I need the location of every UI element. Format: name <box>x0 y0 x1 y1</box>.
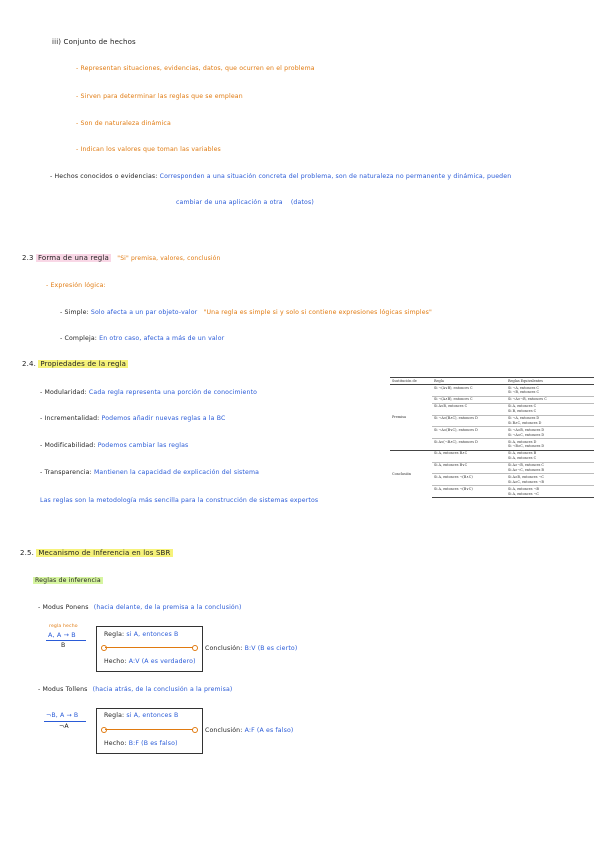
equiv-line: Si ¬B, entonces C <box>508 390 540 395</box>
tollens-regla-text: si A, entonces B <box>126 712 179 719</box>
tollens-concl-label: Conclusión: <box>205 727 243 734</box>
tollens-label: - Modus Tollens <box>38 686 88 693</box>
hechos-bullet-2: - Sirven para determinar las reglas que se emplean <box>76 93 243 100</box>
s23-simple-text: Solo afecta a un par objeto-valor <box>90 309 198 316</box>
equiv-line: Si ¬A∨¬B, entonces C <box>508 397 547 402</box>
table-cell-equiv <box>506 474 594 486</box>
table-cell-regla: Si ¬A∧(B∨C), entonces D <box>432 427 506 439</box>
s23-expr-label: - Expresión lógica: <box>46 282 106 289</box>
s24-prop-1 <box>40 389 257 396</box>
table-row <box>390 450 594 462</box>
table-cell-regla: Si A, entonces B∧C <box>432 450 506 462</box>
table-cell-regla: Si ¬(A∨B), entonces C <box>432 384 506 396</box>
s24-prop-text: Podemos cambiar las reglas <box>97 442 189 449</box>
group-label: Premisa <box>392 415 406 420</box>
s23-compleja <box>60 335 224 342</box>
equiv-line: Si A, entonces B <box>508 451 537 456</box>
table-header-cell: Reglas Equivalentes <box>506 378 594 385</box>
table-header-cell: Regla <box>432 378 506 385</box>
table-cell-regla: Si A, entonces B∨C <box>432 462 506 474</box>
hechos-bullet-4: - Indican los valores que toman las variables <box>76 146 221 153</box>
equiv-line: Si A∧¬C, entonces B <box>508 468 544 473</box>
s23-num: 2.3 <box>22 254 34 262</box>
table-cell-equiv <box>506 396 594 403</box>
hechos-note-text-2: cambiar de una aplicación a otra <box>176 199 283 206</box>
ponens-line <box>38 604 242 611</box>
ponens-arrow-start-icon <box>101 645 107 651</box>
s24-prop-4 <box>40 469 259 476</box>
s23-aside: "Si" premisa, valores, conclusión <box>117 255 221 262</box>
s23-simple-label: - Simple: <box>60 309 89 316</box>
s24-heading <box>22 360 128 368</box>
equiv-line: Si A∧¬B, entonces C <box>508 463 544 468</box>
ponens-regla <box>104 631 178 638</box>
s25-sub <box>33 577 103 584</box>
s24-prop-text: Mantienen la capacidad de explicación del sistema <box>93 469 260 476</box>
table-cell-regla: Si A, entonces ¬(B∧C) <box>432 474 506 486</box>
table-group-premisa <box>390 384 432 450</box>
ponens-regla-label: Regla: <box>104 631 125 638</box>
tollens-aside: (hacia atrás, de la conclusión a la premisa) <box>92 686 233 693</box>
tollens-hecho-text: B:F (B es falso) <box>128 740 178 747</box>
hechos-note-text-1: Corresponden a una situación concreta del problema, son de naturaleza no permanente y dinámica, pueden <box>159 173 512 180</box>
equiv-line: Si ¬A∧C, entonces D <box>508 432 545 437</box>
s24-closing: Las reglas son la metodología más sencilla para la construcción de sistemas expertos <box>40 497 319 504</box>
table-cell-equiv <box>506 384 594 396</box>
tollens-concl-text: A:F (A es falso) <box>244 727 294 734</box>
tollens-arrow-line <box>105 729 194 730</box>
s23-title: Forma de una regla <box>37 254 109 262</box>
table-cell-equiv <box>506 462 594 474</box>
s23-heading <box>22 254 220 262</box>
table-cell-equiv <box>506 450 594 462</box>
s24-prop-label: - Incrementalidad: <box>40 415 100 422</box>
equiv-line: Si ¬B∧C, entonces D <box>508 444 545 449</box>
s24-title: Propiedades de la regla <box>40 360 127 368</box>
tollens-result: ¬A <box>59 723 69 730</box>
hechos-note <box>50 173 511 180</box>
tollens-formula: ¬B, A → B <box>46 712 79 719</box>
ponens-hecho-text: A:V (A es verdadero) <box>128 658 196 665</box>
equiv-line: Si B∧C, entonces D <box>508 420 542 425</box>
equiv-line: Si A, entonces C <box>508 404 537 409</box>
table-header-cell: Sustitución de <box>390 378 432 385</box>
tollens-hecho <box>104 740 178 747</box>
equiv-line: Si A, entonces D <box>508 439 537 444</box>
s25-sub-text: Reglas de inferencia <box>35 577 101 584</box>
s24-prop-2 <box>40 415 225 422</box>
equivalence-table <box>390 377 594 498</box>
equiv-line: Si ¬A∧B, entonces D <box>508 427 545 432</box>
group-label: Conclusión <box>392 471 412 476</box>
table-group-conclusion <box>390 450 432 497</box>
table-cell-equiv <box>506 439 594 451</box>
table-header-row <box>390 378 594 385</box>
s23-compleja-label: - Compleja: <box>60 335 98 342</box>
ponens-divider <box>46 640 86 641</box>
ponens-concl-text: B:V (B es cierto) <box>244 645 298 652</box>
equiv-line: Si A, entonces C <box>508 456 537 461</box>
table-cell-regla: Si A, entonces ¬(B∨C) <box>432 486 506 498</box>
equiv-line: Si ¬A, entonces D <box>508 416 540 421</box>
equiv-line: Si B, entonces C <box>508 409 537 414</box>
table-cell-regla: Si A∨B, entonces C <box>432 403 506 415</box>
ponens-hecho-label: Hecho: <box>104 658 127 665</box>
tollens-regla-label: Regla: <box>104 712 125 719</box>
table-cell-regla: Si ¬A∨(B∧C), entonces D <box>432 415 506 427</box>
tollens-hecho-label: Hecho: <box>104 740 127 747</box>
table-cell-equiv <box>506 403 594 415</box>
ponens-formula: A, A → B <box>48 631 76 639</box>
hechos-note-prefix: - Hechos conocidos o evidencias: <box>50 173 158 180</box>
s24-prop-text: Podemos añadir nuevas reglas a la BC <box>101 415 226 422</box>
tollens-conclusion <box>205 727 293 734</box>
equiv-line: Si A, entonces ¬B <box>508 486 539 491</box>
s25-title: Mecanismo de Inferencia en los SBR <box>38 549 171 557</box>
s23-simple-aside: "Una regla es simple si y solo si contiene expresiones lógicas simples" <box>203 309 433 316</box>
table-cell-equiv <box>506 486 594 498</box>
ponens-arrow-line <box>105 647 194 648</box>
hechos-heading: iii) Conjunto de hechos <box>52 38 136 46</box>
tollens-arrow-start-icon <box>101 727 107 733</box>
ponens-regla-text: si A, entonces B <box>126 631 179 638</box>
table-cell-equiv <box>506 415 594 427</box>
ponens-aside: (hacia delante, de la premisa a la conclusión) <box>93 604 242 611</box>
ponens-label: - Modus Ponens <box>38 604 89 611</box>
hechos-bullet-3: - Son de naturaleza dinámica <box>76 120 171 127</box>
equiv-line: Si A∧C, entonces ¬B <box>508 479 544 484</box>
ponens-arrow-end-icon <box>192 645 198 651</box>
s23-simple <box>60 309 432 316</box>
tollens-regla <box>104 712 178 719</box>
ponens-concl-label: Conclusión: <box>205 645 243 652</box>
s25-num: 2.5. <box>20 549 34 557</box>
ponens-hecho <box>104 658 196 665</box>
ponens-conclusion <box>205 645 297 652</box>
tollens-line <box>38 686 232 693</box>
s24-prop-3 <box>40 442 188 449</box>
s24-prop-label: - Transparencia: <box>40 469 92 476</box>
table-row <box>390 384 594 396</box>
s23-compleja-text: En otro caso, afecta a más de un valor <box>99 335 225 342</box>
hechos-note-line-2 <box>176 199 314 206</box>
hechos-note-text-2b: (datos) <box>290 199 314 206</box>
ponens-top-note: regla hecho <box>49 624 78 629</box>
table-cell-regla: Si ¬(A∧B), entonces C <box>432 396 506 403</box>
s24-prop-text: Cada regla representa una porción de conocimiento <box>88 389 258 396</box>
table-cell-equiv <box>506 427 594 439</box>
equiv-line: Si A, entonces ¬C <box>508 491 540 496</box>
s24-num: 2.4. <box>22 360 36 368</box>
hechos-bullet-1: - Representan situaciones, evidencias, datos, que ocurren en el problema <box>76 65 315 72</box>
ponens-result: B <box>61 642 66 649</box>
tollens-divider <box>44 721 86 722</box>
equiv-line: Si ¬A, entonces C <box>508 385 540 390</box>
equiv-line: Si A∧B, entonces ¬C <box>508 475 544 480</box>
s25-heading <box>20 549 173 557</box>
table-cell-regla: Si A∨(¬B∧C), entonces D <box>434 439 478 444</box>
tollens-arrow-end-icon <box>192 727 198 733</box>
s24-prop-label: - Modularidad: <box>40 389 87 396</box>
s24-prop-label: - Modificabilidad: <box>40 442 96 449</box>
